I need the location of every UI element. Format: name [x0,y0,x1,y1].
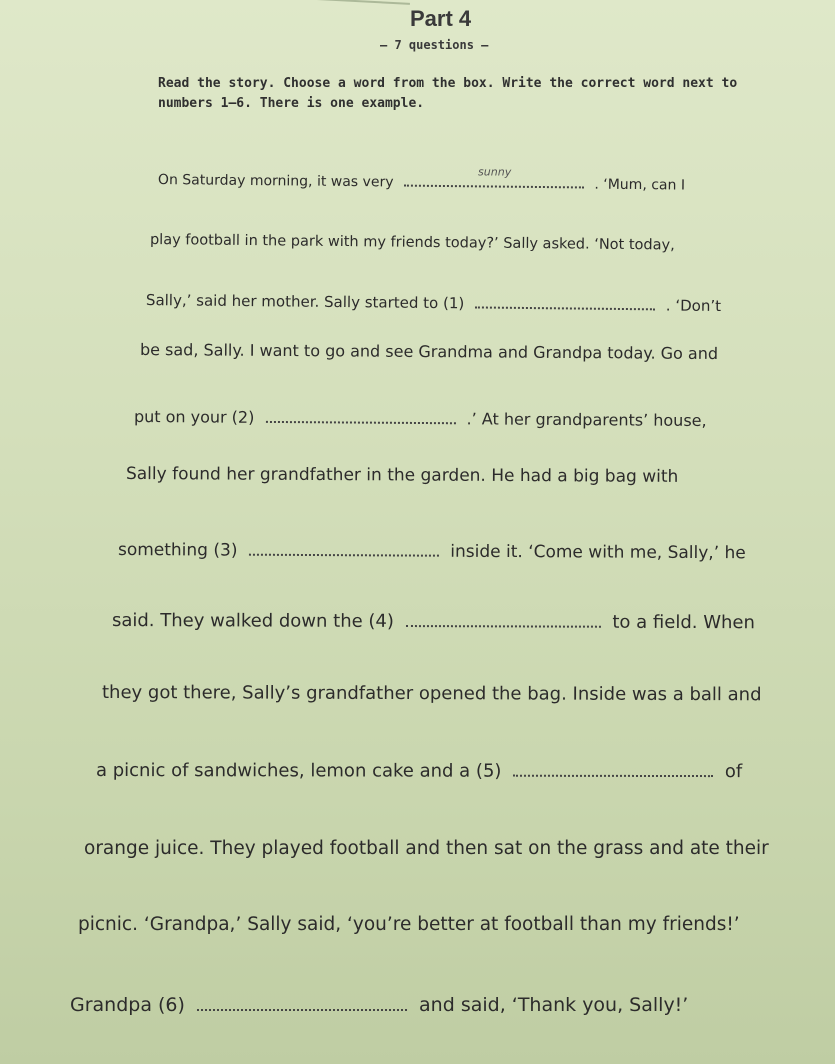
story-line-10 [96,756,742,782]
story-line-7 [118,536,746,563]
instructions-text: Read the story. Choose a word from the box. Write the correct word next to numbers 1–6. There is one example. [158,76,738,111]
story-text: orange juice. They played football and then sat on the grass and ate their [84,838,769,859]
story-text: On Saturday morning, it was very [157,172,394,191]
story-text: they got there, Sally’s grandfather opened the bag. Inside was a ball and [101,682,762,706]
answer-blank-1[interactable] [475,291,655,310]
story-text: Grandpa (6) [70,994,185,1016]
story-line-12 [78,914,740,935]
story-text: said. They walked down the (4) [111,610,394,632]
story-text: . ‘Mum, can I [594,176,686,194]
part-title: Part 4 [410,6,472,31]
story-text: a picnic of sandwiches, lemon cake and a (5) [95,760,502,782]
story-text: . ‘Don’t [665,296,722,316]
story-line-11 [84,838,769,859]
answer-blank-2[interactable] [265,405,455,424]
story-text: of [724,761,743,783]
story-line-5 [134,404,707,430]
example-answer-blank [404,165,584,189]
story-line-4 [140,340,718,363]
story-text: play football in the park with my friends today?’ Sally asked. ‘Not today, [149,232,675,254]
story-text: be sad, Sally. I want to go and see Grandma and Grandpa today. Go and [139,340,719,364]
story-text: .’ At her grandparents’ house, [466,409,707,430]
story-text: put on your (2) [133,407,255,427]
story-text: picnic. ‘Grandpa,’ Sally said, ‘you’re better at football than my friends!’ [78,914,740,935]
story-line-6 [126,464,678,487]
story-text: Sally,’ said her mother. Sally started to (1) [145,291,465,313]
answer-blank-4[interactable] [406,607,601,628]
story-text: inside it. ‘Come with me, Sally,’ he [450,541,746,564]
story-line-1 [157,165,686,194]
paper-edge-line [300,0,410,5]
answer-blank-5[interactable] [513,757,713,777]
story-text: and said, ‘Thank you, Sally!’ [419,994,689,1016]
story-text: something (3) [117,540,238,561]
answer-blank-6[interactable] [197,990,407,1011]
story-line-9 [102,682,762,705]
story-text: to a field. When [612,611,755,634]
story-line-8 [112,606,755,633]
answer-blank-3[interactable] [249,537,439,557]
questions-count-label: – 7 questions – [380,38,489,52]
story-text: Sally found her grandfather in the garden. He had a big bag with [125,464,679,487]
example-answer: sunny [478,165,512,179]
story-line-2 [150,232,675,253]
story-line-13 [70,990,688,1016]
story-line-3 [146,288,721,315]
